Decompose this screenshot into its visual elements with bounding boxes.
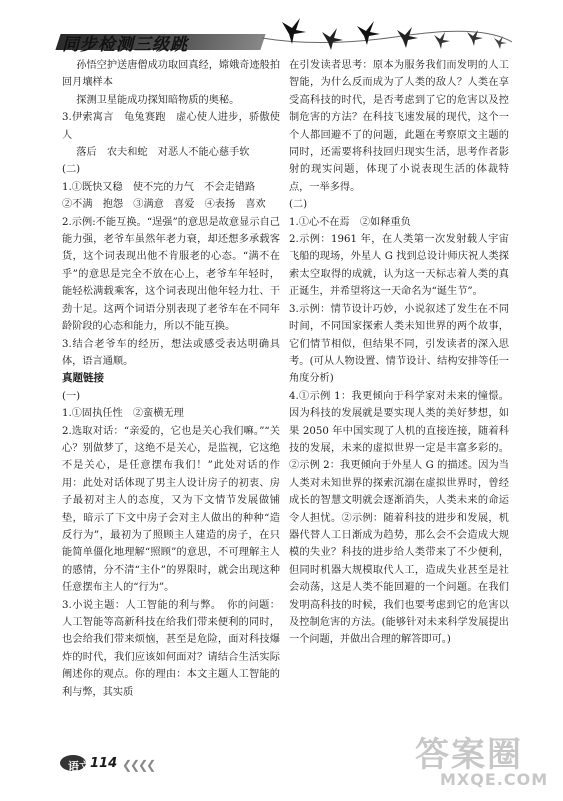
subject-label: 语文 [68,760,90,773]
answer-text: 2.示例：1961 年，在人类第一次发射载人宇宙飞船的现场，外星人 G 找到总设计师庆祝人类探索太空取得的成就，认为这一天标志着人类的真正诞生，并希望将这一天命名为“诞生节”。 [289,234,509,298]
answer-text: 1.①既快又稳 使不完的力气 不会走错路 [62,181,256,193]
subsection-heading: (一) [62,390,81,402]
answer-text: 2.选取对话：“亲爱的，它也是关心我们嘛。”“关心？别做梦了，这绝不是关心，是监视，它这绝不是关心，是任意摆布我们！”此处对话的作用：此处对话体现了男主人设计房子的初衷、房子最初对主人的态度，又为下文情节发展做铺垫，暗示了下文中房子会对主人做出的种种“造反行为”，最初为了照顾主人建造的房子，在只能简单僵化地理解“照顾”的意思，不可理解主人的感情，分不清“主仆”的界限时，就会出现这种任意摆布主人的“行为”。 [62,425,280,594]
page-number: 114 [90,756,118,771]
subsection-heading: (二) [289,199,308,211]
header-title: 同步检测三级跳 [62,35,188,55]
answer-text: 3.结合老爷车的经历，想法或感受表达明确具体，语言通顺。 [62,338,280,367]
answer-text: 3.示例：情节设计巧妙，小说叙述了发生在不同时间，不同国家探索人类未知世界的两个故事，它们情节相似，但结果不同，引发读者的深入思考。(可从人物设置、情节设计、结构安排等任一角度分析) [289,303,509,385]
answer-text: 1.①心不在焉 ②如释重负 [289,216,411,228]
answer-text: 探测卫星能成功探知暗物质的奥秘。 [76,94,240,106]
answer-text: 4.①示例 1：我更倾向于科学家对未来的憧憬。因为科技的发展就是要实现人类的美好梦想，如果 2050 年中国实现了人机的直接连接，随着科技的发展，未来的虚拟世界一定是丰富多彩的。②示例 2：我更倾向于外星人 G 的描述。因为当人类对未知世界的探索沉溺在虚拟世界时，曾经成长的智慧文明就会逐渐消失，人类未来的命运令人担忧。②示例：随着科技的进步和发展，机器代替人工日渐成为趋势，那么会不会造成大规模的失业？科技的进步给人类带来了不少便利，但同时机器大规模取代人工，造成失业甚至是社会动荡，这是人类不能回避的一个问题。在我们发明高科技的时候，我们也要考虑到它的危害以及控制危害的方法。(能够针对未来科学发展提出一个问题，并做出合理的解答即可。) [289,390,509,646]
watermark-logo: 答案圈 [415,735,523,775]
answer-text: 1.①固执任性 ②蛮横无理 [62,408,184,420]
left-column [62,57,280,701]
answer-text: 孙悟空护送唐僧成功取回真经，嫦娥奇迹般拍回月壤样本 [62,60,281,89]
answer-text: 2.示例:不能互换。“逞强”的意思是故意显示自己能力强，老爷车虽然年老力衰，却还想多承载客货，这个词表现出他不肯服老的心态。“满不在乎”的意思是完全不放在心上，老爷车年轻时，能轻松满载乘客，这个词表现出他年轻力壮、干劲十足。这两个词语分别表现了老爷车在不同年龄阶段的心态和能力，所以不能互换。 [62,216,280,333]
answer-text: 在引发读者思考：原本为服务我们而发明的人工智能，为什么反而成为了人类的敌人？人类在享受高科技的时代，是否考虑到了它的危害以及控制危害的方法？在科技飞速发展的现代，这个一个人都回避不了的问题，此题在考察原文主题的同时，还需要将科技回归现实生活，思考作者影射的现实问题，体现了小说表现生活的体裁特点，一举多得。 [289,60,509,193]
answer-text: ②不满 抱怨 ③满意 喜爱 ④表扬 喜欢 [62,199,266,211]
watermark-url: MXQE.COM [440,770,549,789]
subsection-heading: (二) [62,164,81,176]
answer-text: 3.小说主题：人工智能的利与弊。 你的问题：人工智能等高新科技在给我们带来便利的同时，也会给我们带来烦恼，甚至是危险，面对科技爆炸的时代，我们应该如何面对？请结合生活实际阐述你的观点。你的理由：本文主题人工智能的利与弊，其实质 [62,599,280,698]
answer-text: 落后 农夫和蛇 对恶人不能心慈手软 [76,147,250,159]
flying-birds-icon [262,8,512,60]
right-column [289,57,509,649]
chevron-decoration-icon: ❮❮❮❮ [122,758,155,772]
answer-text: 3.伊索寓言 龟兔赛跑 虚心使人进步，骄傲使人 [62,112,280,141]
section-title: 真题链接 [62,372,104,385]
